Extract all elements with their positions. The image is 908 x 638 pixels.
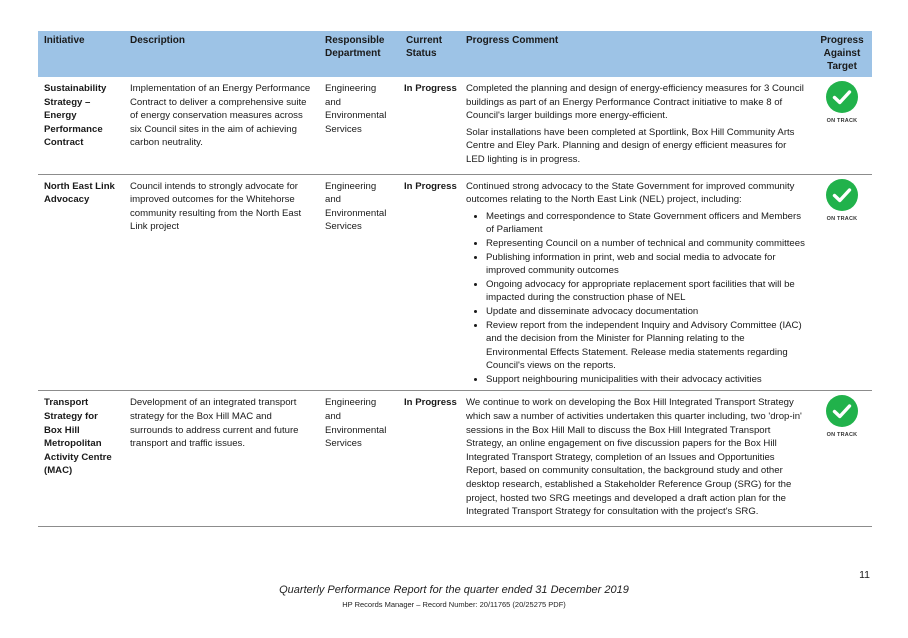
description-cell: Council intends to strongly advocate for improved outcomes for the Whitehorse community resulting from the North East Link project [124, 174, 319, 391]
description-cell: Implementation of an Energy Performance Contract to deliver a comprehensive suite of energy conservation measures across six Council sites in the aim of achieving carbon neutrality. [124, 77, 319, 174]
table-header-row [38, 31, 872, 77]
checkmark-circle-icon [826, 395, 858, 427]
page-number: 11 [859, 569, 870, 581]
list-item: • Publishing information in print, web and social media to advocate for improved community outcomes [486, 251, 806, 278]
comment-bullet-list [466, 210, 806, 387]
table-row [38, 77, 872, 174]
list-item: • Ongoing advocacy for appropriate replacement sport facilities that will be impacted during the construction phase of NEL [486, 278, 806, 305]
department-cell: Engineering and Environmental Services [319, 77, 400, 174]
header-department: Responsible Department [319, 31, 400, 77]
comment-cell [460, 174, 812, 391]
on-track-label: ON TRACK [826, 432, 858, 439]
on-track-badge [826, 395, 858, 443]
target-cell [812, 391, 872, 526]
list-item: • Representing Council on a number of technical and community committees [486, 237, 806, 251]
initiative-cell: Sustainability Strategy – Energy Performance Contract [38, 77, 124, 174]
header-target: Progress Against Target [812, 31, 872, 77]
on-track-badge [826, 179, 858, 227]
comment-paragraph: Completed the planning and design of energy-efficiency measures for 3 Council buildings as part of an Energy Performance Contract initiative to make 8 of Council's larger buildings more energy-efficient. [466, 83, 804, 122]
footer-title: Quarterly Performance Report for the quarter ended 31 December 2019 [279, 584, 629, 596]
header-description: Description [124, 31, 319, 77]
status-cell: In Progress [400, 77, 460, 174]
comment-cell [460, 391, 812, 526]
status-cell: In Progress [400, 391, 460, 526]
footer-record-number: HP Records Manager – Record Number: 20/11765 (20/25275 PDF) [342, 600, 566, 609]
initiative-cell: Transport Strategy for Box Hill Metropolitan Activity Centre (MAC) [38, 391, 124, 526]
header-comment: Progress Comment [460, 31, 812, 77]
description-cell: Development of an integrated transport strategy for the Box Hill MAC and surrounds to address current and future transport and traffic issues. [124, 391, 319, 526]
list-item: • Meetings and correspondence to State Government officers and Members of Parliament [486, 210, 806, 237]
checkmark-circle-icon [826, 81, 858, 113]
comment-cell [460, 77, 812, 174]
on-track-label: ON TRACK [826, 118, 858, 124]
on-track-badge [826, 81, 858, 129]
on-track-label: ON TRACK [826, 215, 858, 222]
initiative-cell: North East Link Advocacy [38, 174, 124, 391]
department-cell: Engineering and Environmental Services [319, 391, 400, 526]
performance-table [38, 31, 872, 527]
target-cell [812, 77, 872, 174]
list-item: • Update and disseminate advocacy documentation [486, 305, 806, 319]
header-status: Current Status [400, 31, 460, 77]
comment-intro: Continued strong advocacy to the State Government for improved community outcomes relating to the North East Link (NEL) project, including: [466, 180, 795, 206]
target-cell [812, 174, 872, 391]
table-row [38, 174, 872, 391]
department-cell: Engineering and Environmental Services [319, 174, 400, 391]
comment-paragraph: We continue to work on developing the Box Hill Integrated Transport Strategy which saw a number of activities undertaken this quarter including, two 'drop-in' sessions in the Box Hill Mall to discuss the Box Hill Integrated Transport Strategy, an online engagement on five discussion papers for the Box Hill Integrated Transport Strategy, completion of an Issues and Opportunities Report, based on community consultation, the background study and other desktop research, established a Stakeholder Reference Group (SRG) for the project, hosted two SRG meetings and developed a draft action plan for the Integrated Transport Strategy for consultation with the project's SRG. [466, 397, 802, 518]
header-initiative: Initiative [38, 31, 124, 77]
table-row [38, 391, 872, 526]
checkmark-circle-icon [826, 179, 858, 211]
status-cell: In Progress [400, 174, 460, 391]
list-item: • Support neighbouring municipalities with their advocacy activities [486, 373, 806, 387]
list-item: • Review report from the independent Inquiry and Advisory Committee (IAC) and the decision from the Minister for Planning relating to the Environmental Effects Statement. Release media statements regarding Council's views on the reports. [486, 319, 806, 373]
comment-paragraph: Solar installations have been completed at Sportlink, Box Hill Community Arts Centre and Eley Park. Planning and design of energy efficient measures for LED lighting is in progress. [466, 126, 795, 165]
